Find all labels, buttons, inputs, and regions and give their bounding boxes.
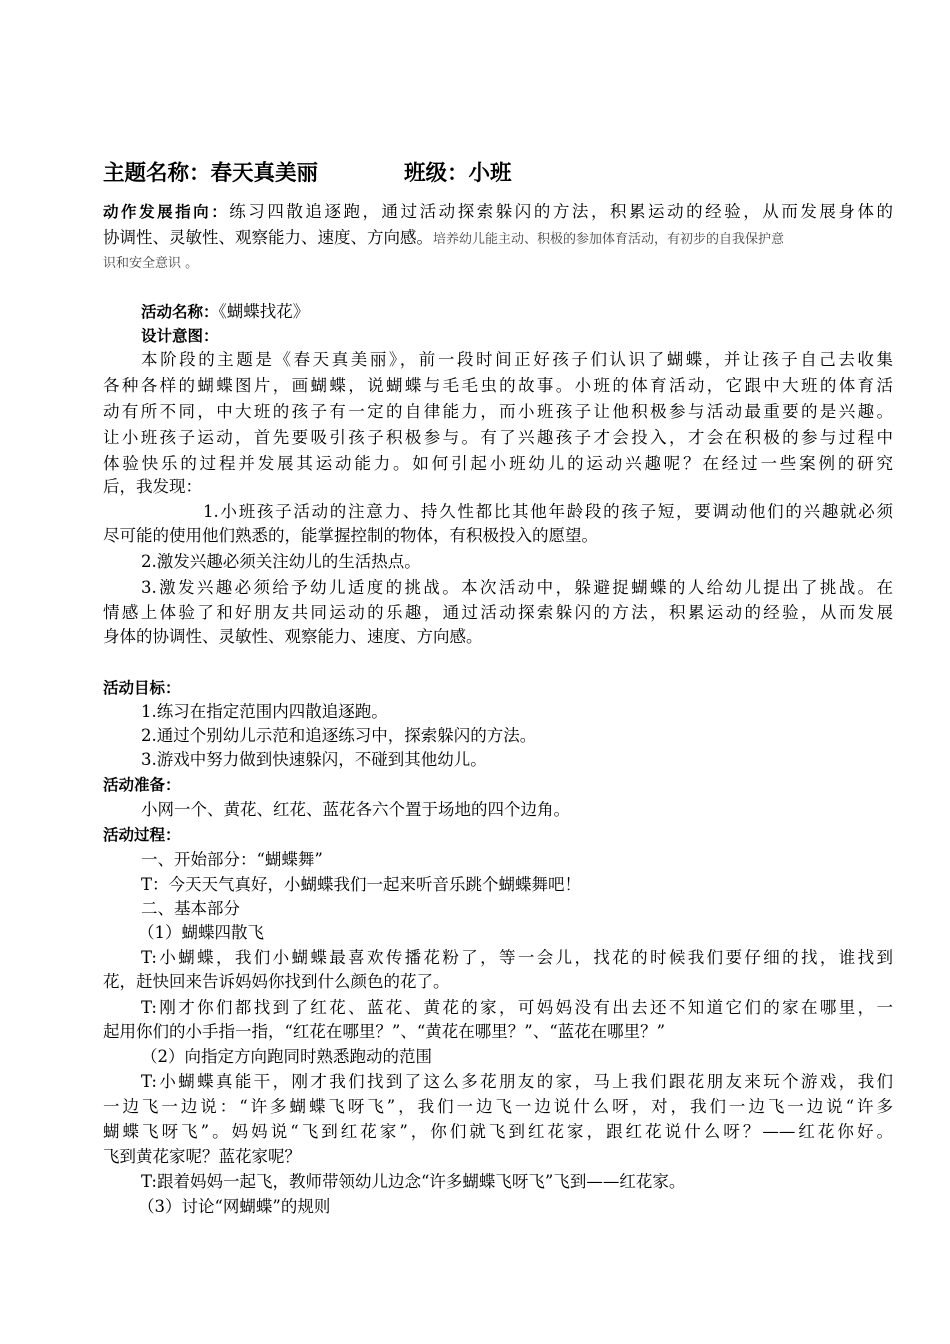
process-line: T:跟着妈妈一起飞，教师带领幼儿边念“许多蝴蝶飞呀飞”飞到——红花家。	[141, 1172, 686, 1191]
activity-name-line	[141, 300, 931, 324]
goal-item: 1.练习在指定范围内四散追逐跑。	[141, 702, 388, 721]
process-line: 一、开始部分：“蝴蝶舞”	[141, 850, 323, 869]
process-line: T:小蝴蝶真能干，刚才我们找到了这么多花朋友的家，马上我们跟花朋友来玩个游戏，我们	[141, 1072, 893, 1091]
process-line: T：今天天气真好，小蝴蝶我们一起来听音乐跳个蝴蝶舞吧！	[141, 875, 582, 894]
goal-item: 3.游戏中努力做到快速躲闪，不碰到其他幼儿。	[141, 750, 487, 769]
intent-line: 体验快乐的过程并发展其运动能力。如何引起小班幼儿的运动兴趣呢？在经过一些案例的研究	[103, 454, 893, 473]
class-title: 班级：小班	[404, 161, 512, 186]
process-line: 蝴蝶飞呀飞”。妈妈说“飞到红花家”，你们就飞到红花家，跟红花说什么呀？——红花你好。	[103, 1122, 893, 1141]
development-text-1: 练习四散追逐跑，通过活动探索躲闪的方法，积累运动的经验，从而发展身体的	[229, 202, 893, 221]
process-line: 二、基本部分	[141, 899, 240, 918]
finding-item: 2.激发兴趣必须关注幼儿的生活热点。	[141, 552, 421, 571]
process-line: （2）向指定方向跑同时熟悉跑动的范围	[141, 1047, 432, 1066]
process-line: 飞到黄花家呢？蓝花家呢？	[103, 1147, 301, 1166]
intent-line: 各种各样的蝴蝶图片，画蝴蝶，说蝴蝶与毛毛虫的故事。小班的体育活动，它跟中大班的体育活	[103, 376, 893, 395]
activity-name-value: 《蝴蝶找花》	[218, 302, 310, 321]
goal-item: 2.通过个别幼儿示范和追逐练习中，探索躲闪的方法。	[141, 726, 537, 745]
intent-line: 让小班孩子运动，首先要吸引孩子积极参与。有了兴趣孩子才会投入，才会在积极的参与过程中	[103, 428, 893, 447]
process-line: 起用你们的小手指一指，“红花在哪里？”、“黄花在哪里？”、“蓝花在哪里？”	[103, 1022, 666, 1041]
process-label: 活动过程：	[103, 826, 181, 844]
intent-line: 动有所不同，中大班的孩子有一定的自律能力，而小班孩子让他积极参与活动最重要的是兴趣。	[103, 402, 893, 421]
process-line: 一边飞一边说：“许多蝴蝶飞呀飞”，我们一边飞一边说什么呀，对，我们一边飞一边说“许多	[103, 1097, 893, 1116]
development-line-3: 识和安全意识 。	[103, 256, 199, 271]
process-line: （1）蝴蝶四散飞	[138, 923, 264, 942]
goals-label: 活动目标：	[103, 679, 181, 697]
development-line-2	[103, 226, 893, 252]
finding-item: 尽可能的使用他们熟悉的，能掌握控制的物体，有积极投入的愿望。	[103, 526, 598, 545]
intent-line: 后，我发现：	[103, 477, 202, 496]
design-intent-label: 设计意图：	[141, 327, 219, 345]
finding-item: 3.激发兴趣必须给予幼儿适度的挑战。本次活动中，躲避捉蝴蝶的人给幼儿提出了挑战。在	[141, 578, 893, 597]
activity-name-label: 活动名称：	[141, 303, 219, 321]
finding-item: 1.小班孩子活动的注意力、持久性都比其他年龄段的孩子短，要调动他们的兴趣就必须	[203, 502, 893, 521]
process-line: T:小蝴蝶，我们小蝴蝶最喜欢传播花粉了，等一会儿，找花的时候我们要仔细的找，谁找到	[141, 948, 893, 967]
intent-line: 本阶段的主题是《春天真美丽》，前一段时间正好孩子们认识了蝴蝶，并让孩子自己去收集	[141, 350, 893, 369]
theme-title: 主题名称：春天真美丽	[103, 161, 319, 186]
development-label: 动作发展指向：	[103, 203, 230, 221]
process-line: T:刚才你们都找到了红花、蓝花、黄花的家，可妈妈没有出去还不知道它们的家在哪里，一	[141, 998, 893, 1017]
finding-item: 情感上体验了和好朋友共同运动的乐趣，通过活动探索躲闪的方法，积累运动的经验，从而发展	[103, 603, 893, 622]
process-line: （3）讨论“网蝴蝶”的规则	[138, 1197, 331, 1216]
header-title-line	[103, 160, 893, 188]
development-line-1	[103, 200, 893, 224]
development-text-2: 协调性、灵敏性、观察能力、速度、方向感。	[103, 228, 433, 247]
prep-text: 小网一个、黄花、红花、蓝花各六个置于场地的四个边角。	[141, 800, 570, 819]
finding-item: 身体的协调性、灵敏性、观察能力、速度、方向感。	[103, 627, 483, 646]
prep-label: 活动准备：	[103, 776, 181, 794]
development-text-2-small: 培养幼儿能主动、积极的参加体育活动，有初步的自我保护意	[433, 232, 785, 247]
process-line: 花，赶快回来告诉妈妈你找到什么颜色的花了。	[103, 972, 450, 991]
